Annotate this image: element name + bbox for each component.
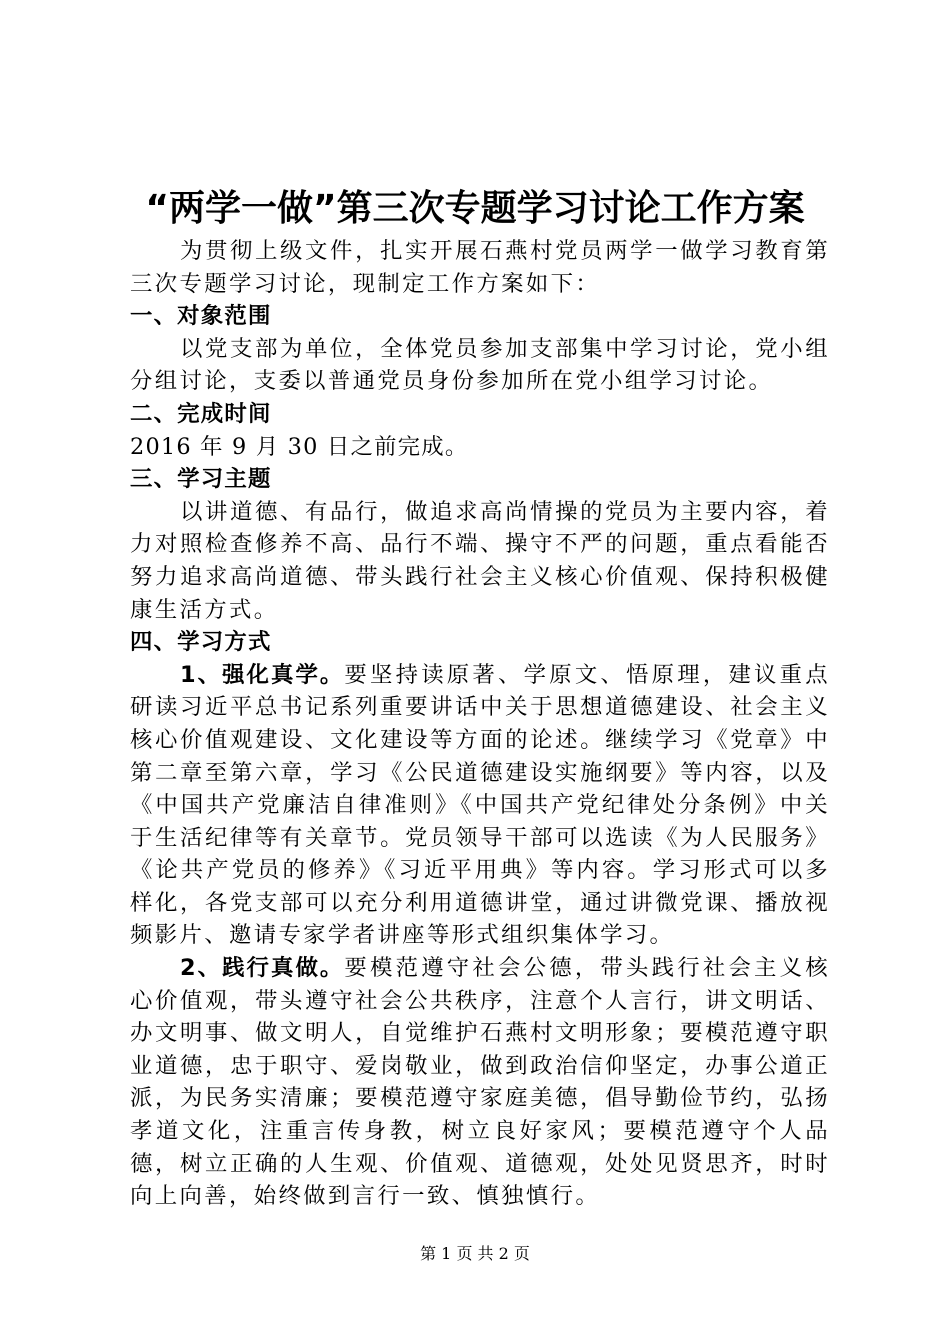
section-heading-scope: 一、对象范围 <box>130 303 272 330</box>
section-heading-method: 四、学习方式 <box>130 629 272 656</box>
document-body <box>130 235 830 1213</box>
method-item-practice-text: 要模范遵守社会公德，带头践行社会主义核心价值观，带头遵守社会公共秩序，注意个人言行，讲文明话、办文明事、做文明人，自觉维护石燕村文明形象；要模范遵守职业道德，忠于职守、爱岗敬业，做到政治信仰坚定，办事公道正派，为民务实清廉；要模范遵守家庭美德，倡导勤俭节约，弘扬孝道文化，注重言传身教，树立良好家风；要模范遵守个人品德，树立正确的人生观、价值观、道德观，处处见贤思齐，时时向上向善，始终做到言行一致、慎独慎行。 <box>130 955 830 1210</box>
method-item-study-lead: 1、强化真学。 <box>180 661 345 688</box>
section-text-theme: 以讲道德、有品行，做追求高尚情操的党员为主要内容，着力对照检查修养不高、品行不端、操守不严的问题，重点看能否努力追求高尚道德、带头践行社会主义核心价值观、保持积极健康生活方式。 <box>130 498 830 623</box>
intro-paragraph: 为贯彻上级文件，扎实开展石燕村党员两学一做学习教育第三次专题学习讨论，现制定工作方案如下： <box>130 238 830 297</box>
method-item-study-text: 要坚持读原著、学原文、悟原理，建议重点研读习近平总书记系列重要讲话中关于思想道德建设、社会主义核心价值观建设、文化建设等方面的论述。继续学习《党章》中第二章至第六章，学习《公民道德建设实施纲要》等内容，以及《中国共产党廉洁自律准则》《中国共产党纪律处分条例》中关于生活纪律等有关章节。党员领导干部可以选读《为人民服务》《论共产党员的修养》《习近平用典》等内容。学习形式可以多样化，各党支部可以充分利用道德讲堂，通过讲微党课、播放视频影片、邀请专家学者讲座等形式组织集体学习。 <box>130 661 830 949</box>
section-heading-deadline: 二、完成时间 <box>130 400 272 427</box>
section-text-deadline: 2016 年 9 月 30 日之前完成。 <box>130 433 469 460</box>
method-item-practice <box>130 952 830 1213</box>
method-item-study <box>130 659 830 952</box>
document-title: “两学一做”第三次专题学习讨论工作方案 <box>145 188 805 229</box>
section-text-scope: 以党支部为单位，全体党员参加支部集中学习讨论，党小组分组讨论，支委以普通党员身份参加所在党小组学习讨论。 <box>130 335 830 395</box>
section-heading-theme: 三、学习主题 <box>130 466 272 493</box>
page-footer: 第 1 页 共 2 页 <box>420 1244 530 1263</box>
method-item-practice-lead: 2、践行真做。 <box>180 955 345 982</box>
